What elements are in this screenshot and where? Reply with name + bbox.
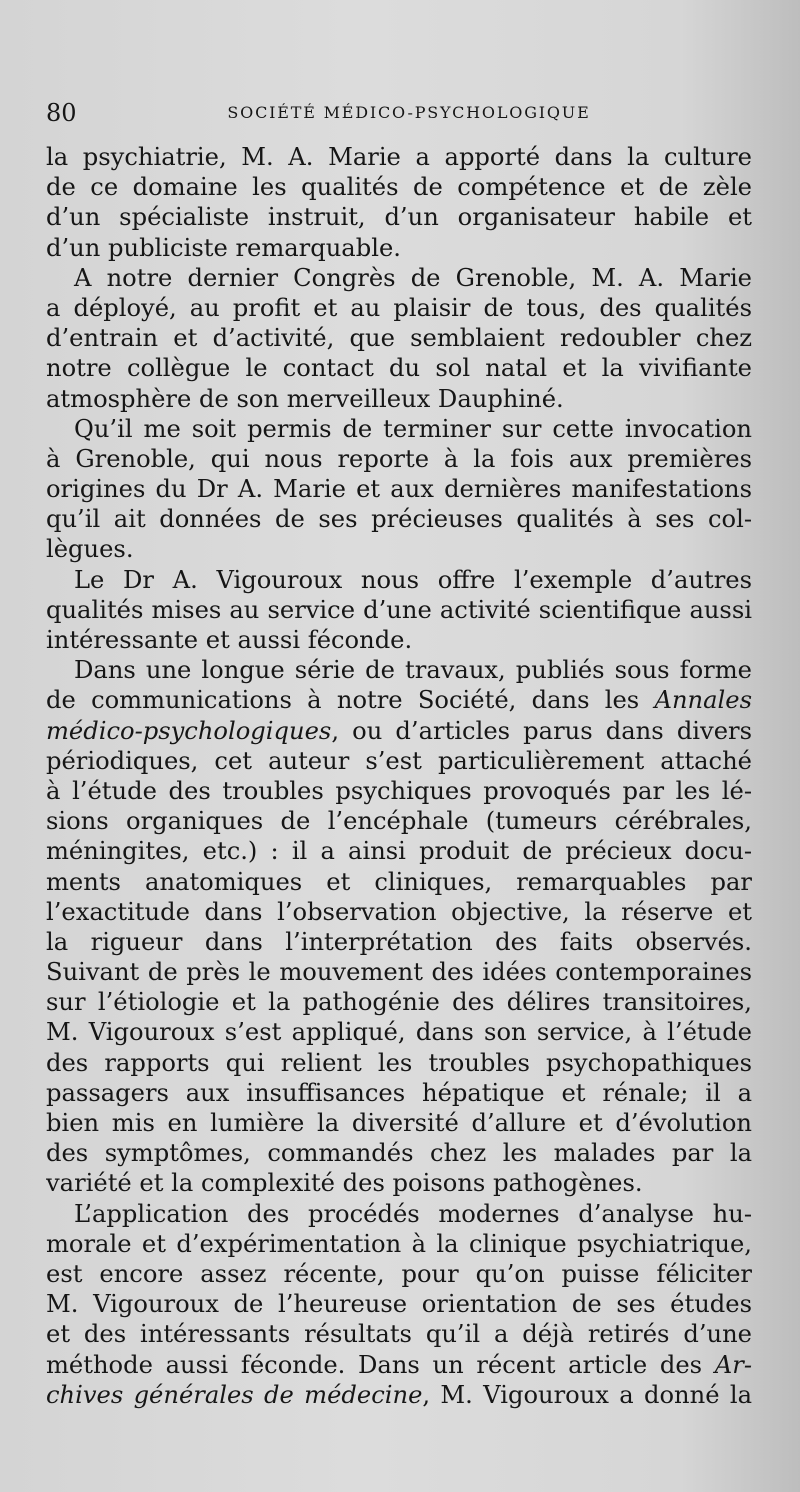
text-line xyxy=(46,1380,752,1410)
text-line xyxy=(46,716,752,746)
text-line: passagers aux insuffisances hépatique et rénale; il a xyxy=(46,1078,752,1107)
paragraph xyxy=(46,142,752,263)
text-line: atmosphère de son merveilleux Dauphiné. xyxy=(46,384,564,413)
text-segment: de communications à notre Société, dans les xyxy=(46,686,655,715)
italic-title: Ar- xyxy=(714,1350,752,1379)
text-line: sur l’étiologie et la pathogénie des délires transitoires, xyxy=(46,988,752,1017)
page-number: 80 xyxy=(46,99,77,127)
text-segment: méthode aussi féconde. Dans un récent article des xyxy=(46,1350,715,1379)
text-line: qualités mises au service d’une activité scientifique aussi xyxy=(46,595,752,624)
body-text xyxy=(46,142,752,1410)
text-line: la rigueur dans l’interprétation des faits observés. xyxy=(46,927,752,956)
text-line: des symptômes, commandés chez les malades par la xyxy=(46,1139,752,1168)
paragraph xyxy=(46,1199,752,1410)
text-line: A notre dernier Congrès de Grenoble, M. A. Marie xyxy=(74,263,752,292)
text-line: sions organiques de l’encéphale (tumeurs cérébrales, xyxy=(46,807,752,836)
text-line: périodiques, cet auteur s’est particulièrement attaché xyxy=(46,746,752,775)
text-line: qu’il ait données de ses précieuses qualités à ses col- xyxy=(46,505,752,534)
text-line: d’un publiciste remarquable. xyxy=(46,233,401,262)
paragraph xyxy=(46,263,752,414)
text-line: d’entrain et d’activité, que semblaient redoubler chez xyxy=(46,324,752,353)
text-line: notre collègue le contact du sol natal et la vivifiante xyxy=(46,354,752,383)
text-line: à Grenoble, qui nous reporte à la fois aux premières xyxy=(46,444,752,473)
text-line: morale et d’expérimentation à la clinique psychiatrique, xyxy=(46,1229,752,1258)
text-line: Dans une longue série de travaux, publiés sous forme xyxy=(74,656,752,685)
text-line: Suivant de près le mouvement des idées contemporaines xyxy=(46,958,752,987)
text-line: de ce domaine les qualités de compétence et de zèle xyxy=(46,173,752,202)
text-line: L’application des procédés modernes d’analyse hu- xyxy=(74,1199,752,1228)
text-line: intéressante et aussi féconde. xyxy=(46,626,413,654)
text-line xyxy=(46,685,752,715)
paragraph xyxy=(46,655,752,1198)
text-line: l’exactitude dans l’observation objective, la réserve et xyxy=(46,897,752,926)
text-line: ments anatomiques et cliniques, remarquables par xyxy=(46,867,752,896)
page-header xyxy=(46,96,752,130)
text-line: d’un spécialiste instruit, d’un organisateur habile et xyxy=(46,203,752,232)
text-line: a déployé, au profit et au plaisir de tous, des qualités xyxy=(46,293,752,322)
italic-title: médico-psychologiques xyxy=(46,716,332,745)
text-line: origines du Dr A. Marie et aux dernières manifestations xyxy=(46,475,752,504)
text-line: des rapports qui relient les troubles psychopathiques xyxy=(46,1048,752,1077)
paragraph xyxy=(46,565,752,656)
italic-title: Annales xyxy=(654,686,752,715)
text-line xyxy=(46,1350,752,1380)
text-line: à l’étude des troubles psychiques provoqués par les lé- xyxy=(46,776,752,805)
text-line: et des intéressants résultats qu’il a déjà retirés d’une xyxy=(46,1320,752,1349)
text-line: méningites, etc.) : il a ainsi produit de précieux docu- xyxy=(46,837,752,866)
text-line: M. Vigouroux de l’heureuse orientation de ses études xyxy=(46,1290,752,1319)
text-line: Le Dr A. Vigouroux nous offre l’exemple d’autres xyxy=(74,565,752,594)
text-segment: , M. Vigouroux a donné la xyxy=(422,1380,752,1409)
text-line: M. Vigouroux s’est appliqué, dans son service, à l’étude xyxy=(46,1018,752,1047)
text-line: variété et la complexité des poisons pathogènes. xyxy=(46,1169,643,1198)
running-head: SOCIÉTÉ MÉDICO-PSYCHOLOGIQUE xyxy=(227,103,591,122)
text-line: bien mis en lumière la diversité d’allure et d’évolution xyxy=(46,1109,752,1137)
italic-title: chives générales de médecine xyxy=(46,1380,423,1409)
paragraph xyxy=(46,414,752,565)
text-line: est encore assez récente, pour qu’on puisse féliciter xyxy=(46,1259,752,1288)
text-segment: , ou d’articles parus dans divers xyxy=(331,716,752,745)
text-line: Qu’il me soit permis de terminer sur cette invocation xyxy=(74,414,752,443)
text-line: la psychiatrie, M. A. Marie a apporté dans la culture xyxy=(46,143,752,171)
text-line: lègues. xyxy=(46,535,134,564)
